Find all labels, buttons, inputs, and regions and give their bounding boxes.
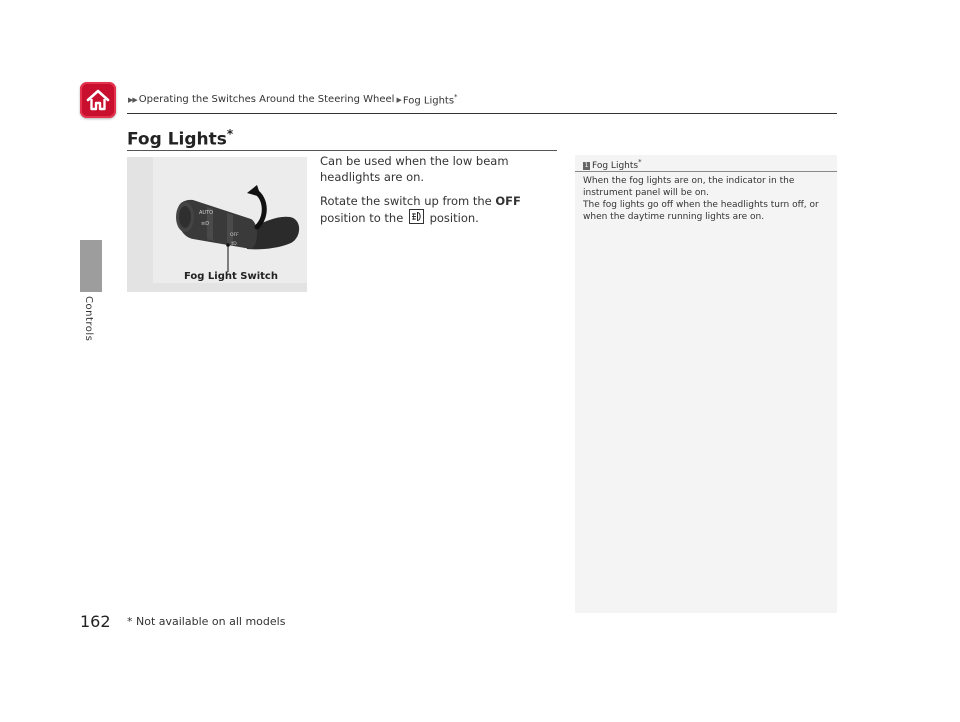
footnote: * Not available on all models [127,615,286,628]
svg-text:≡D: ≡D [201,221,210,227]
asterisk-mark: * [454,93,458,101]
svg-text:AUTO: AUTO [199,210,214,216]
body-paragraph: Can be used when the low beam headlights are on. [320,154,509,184]
breadcrumb-link-steering-switches[interactable]: Operating the Switches Around the Steering Wheel [138,94,395,106]
svg-text:OFF: OFF [230,233,239,238]
notes-sidebar [575,155,837,613]
figure-callout-label: Fog Light Switch [184,271,278,282]
note-text: When the fog lights are on, the indicator in the instrument panel will be on. [583,176,795,198]
svg-text:‡D: ‡D [231,242,237,247]
note-text: The fog lights go off when the headlights turn off, or when the daytime running lights are on. [583,200,819,222]
page-title [127,127,233,150]
asterisk-mark: * [638,158,642,166]
note-title: Fog Lights [592,161,639,171]
note-divider [575,171,837,172]
chapter-tab-label[interactable]: Controls [83,296,94,342]
note-body [583,175,831,223]
instruction-text: position to the [320,211,407,225]
instruction-text: Rotate the switch up from the [320,194,496,208]
header-divider [127,113,837,114]
breadcrumb-arrow-icon: ▶ [396,95,401,104]
asterisk-mark: * [226,127,234,141]
home-button[interactable] [80,82,116,118]
off-position-label: OFF [495,194,521,208]
page-title-text: Fog Lights [127,129,227,150]
instruction-text: position. [425,211,479,225]
home-icon [85,88,111,112]
note-heading [583,158,642,171]
breadcrumb-arrow-icon: ▶▶ [128,95,137,104]
breadcrumb-current-label: Fog Lights [402,95,455,107]
chapter-tab-marker [80,240,102,292]
fog-light-switch-illustration [127,157,307,292]
title-divider [127,150,557,151]
body-paragraph-instruction [320,193,558,226]
body-text [320,153,558,234]
page-number: 162 [80,612,111,631]
fog-light-symbol-icon [409,209,424,224]
note-reference-icon: 1 [584,162,589,169]
breadcrumb [128,93,458,106]
breadcrumb-current-fog-lights [403,93,458,106]
